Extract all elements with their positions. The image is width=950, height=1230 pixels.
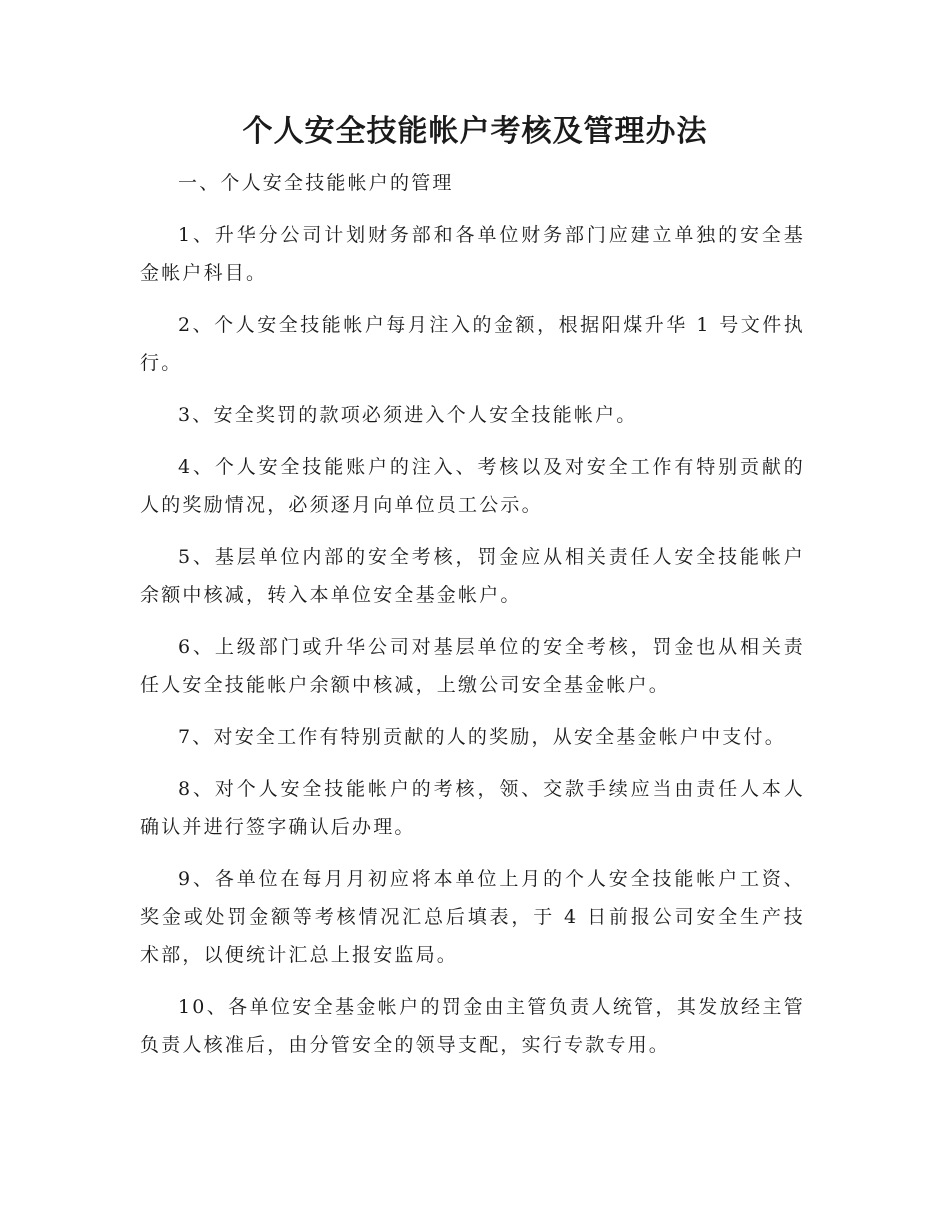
paragraph-8: 8、对个人安全技能帐户的考核，领、交款手续应当由责任人本人确认并进行签字确认后办理。: [140, 778, 805, 838]
paragraph-6: 6、上级部门或升华公司对基层单位的安全考核，罚金也从相关责任人安全技能帐户余额中核减，上缴公司安全基金帐户。: [140, 636, 805, 696]
paragraph-7: 7、对安全工作有特别贡献的人的奖励，从安全基金帐户中支付。: [178, 726, 786, 748]
section-heading: 一、个人安全技能帐户的管理: [178, 172, 454, 194]
paragraph-5: 5、基层单位内部的安全考核，罚金应从相关责任人安全技能帐户余额中核减，转入本单位安全基金帐户。: [140, 546, 805, 606]
document-body: [140, 164, 805, 1078]
document-title: 个人安全技能帐户考核及管理办法: [242, 114, 708, 149]
paragraph-10: 10、各单位安全基金帐户的罚金由主管负责人统管，其发放经主管负责人核准后，由分管安全的领导支配，实行专款专用。: [140, 996, 805, 1056]
paragraph-9: 9、各单位在每月月初应将本单位上月的个人安全技能帐户工资、奖金或处罚金额等考核情况汇总后填表，于 4 日前报公司安全生产技术部，以便统计汇总上报安监局。: [140, 868, 805, 966]
paragraph-1: 1、升华分公司计划财务部和各单位财务部门应建立单独的安全基金帐户科目。: [140, 224, 805, 284]
paragraph-2: 2、个人安全技能帐户每月注入的金额，根据阳煤升华 1 号文件执行。: [140, 314, 805, 374]
paragraph-3: 3、安全奖罚的款项必须进入个人安全技能帐户。: [178, 404, 638, 426]
paragraph-4: 4、个人安全技能账户的注入、考核以及对安全工作有特别贡献的人的奖励情况，必须逐月向单位员工公示。: [140, 456, 805, 516]
